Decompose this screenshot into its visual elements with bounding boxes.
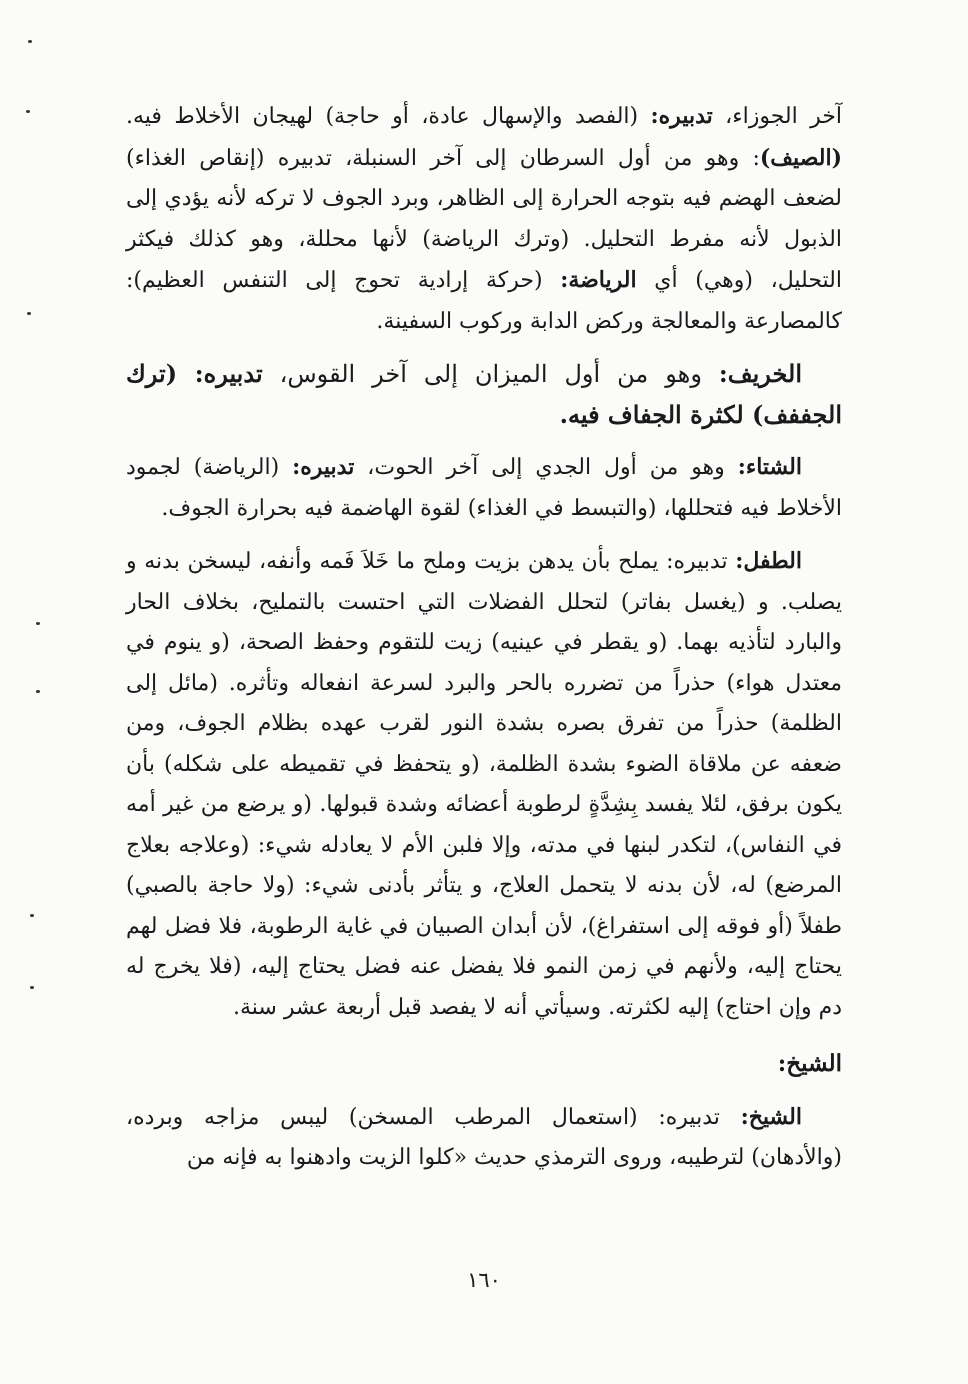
bold-term: (الصيف) (759, 144, 842, 171)
bold-term: تدبيره: (650, 103, 713, 129)
text-run: وهو من أول الجدي إلى آخر الحوت، (354, 455, 738, 480)
text-run: تدبيره: يملح بأن يدهن بزيت وملح ما خَلاَ فَمه وأنفه، ليسخن بدنه و يصلب. و (يغسل بفاتر) لتحلل الفضلات التي احتست بالتمليح، بخلاف الحار والبارد لتأذيه بهما. (و يقطر في عينيه) زيت للتقوم وحفظ الصحة، (و ينوم في معتدل هواء) حذراً من تضرره بالحر والبرد لسرعة انفعاله وتأثره. (مائل إلى الظلمة) حذراً من تفرق بصره بشدة النور لقرب عهده بظلام الجوف، ومن ضعفه عن ملاقاة الضوء بشدة الظلمة، (و يتحفظ في تقميطه على شكله) بأن يكون برفق، لئلا يفسد بِشِدَّةٍ لرطوبة أعضائه وشدة قبولها. (و يرضع من غير أمه في النفاس)، لتكدر لبنها في مدته، وإلا فلبن الأم لا يعادله شيء: (وعلاجه بعلاج المرضع) له، لأن بدنه لا يتحمل العلاج، و يتأثر بأدنى شيء: (ولا حاجة بالصبي) طفلاً (أو فوقه إلى استفراغ)، لأن أبدان الصبيان في غاية الرطوبة، فلا فضل لهم يحتاج إليه، ولأنهم في زمن النمو فلا يفضل عنه فضل يحتاج إليه، (فلا يخرج له دم وإن احتاج) إليه لكثرته. وسيأتي أنه لا يفصد قبل أربعة عشر سنة. (126, 549, 842, 1020)
text-run: (حركة إرادية تحوج إلى التنفس العظيم): كالمصارعة والمعالجة وركض الدابة وركوب السفينة. (126, 268, 842, 334)
margin-speck (28, 40, 32, 43)
paragraph (126, 96, 842, 342)
paragraph (126, 447, 842, 529)
text-run: (الفصد والإسهال عادة، أو حاجة) لهيجان الأخلاط فيه. (126, 104, 651, 129)
text-run: : وهو من أول السرطان إلى آخر السنبلة، تدبيره (إنقاص الغذاء) لضعف الهضم فيه بتوجه الحرارة إلى الظاهر، وبرد الجوف لا تركه لأنه يؤدي إلى الذبول لأنه مفرط التحليل. (وترك الرياضة) لأنها محللة، وهو كذلك فيكثر التحليل، (وهي) أي (126, 145, 842, 293)
bold-term: الشيخ: (740, 1103, 802, 1130)
text-run: وهو من أول الميزان إلى آخر القوس، (262, 360, 719, 388)
margin-speck (36, 690, 40, 693)
margin-speck (30, 986, 34, 989)
margin-speck (27, 312, 31, 315)
paragraphs (126, 96, 842, 1028)
bold-term: الشتاء: (737, 454, 802, 480)
bold-term: الرياضة: (560, 267, 637, 293)
margin-speck (26, 110, 30, 113)
bold-term: تدبيره: (ترك الجففف) لكثرة الجفاف فيه. (126, 359, 842, 429)
bold-term: تدبيره: (292, 454, 355, 480)
text-run: آخر الجوزاء، (712, 104, 842, 129)
bold-term: الخريف: (718, 359, 803, 388)
paragraph (126, 354, 842, 435)
paragraph (126, 541, 842, 1028)
text-run: (الرياضة) لجمود الأخلاط فيه فتحللها، (والتبسط في الغذاء) لقوة الهاضمة فيه بحرارة الجوف. (126, 455, 842, 521)
margin-speck (30, 914, 34, 917)
page-body (126, 96, 842, 1191)
section-heading: الشيخ: (777, 1050, 842, 1077)
paragraph-sheikh (126, 1097, 842, 1179)
margin-speck (36, 622, 40, 625)
text-run: تدبيره: (استعمال المرطب المسخن) ليبس مزاجه وبرده، (والأدهان) لترطيبه، وروى الترمذي حديث «كلوا الزيت وادهنوا به فإنه من (126, 1104, 842, 1170)
page-number: ١٦٠ (467, 1268, 501, 1292)
bold-term: الطفل: (735, 548, 802, 574)
